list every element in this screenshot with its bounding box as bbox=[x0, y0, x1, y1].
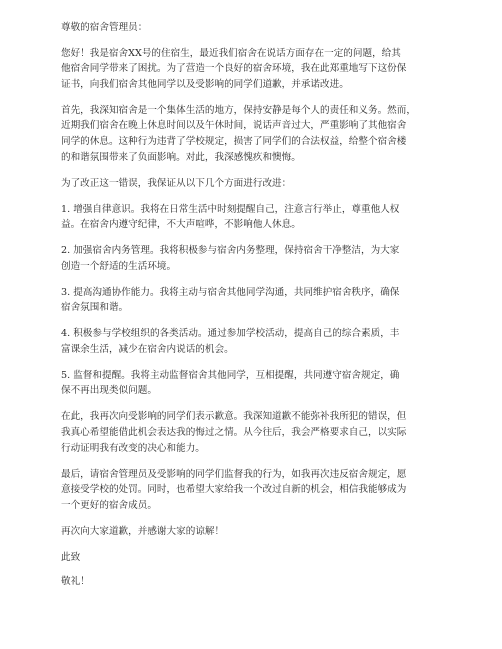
text-line: 首先，我深知宿舍是一个集体生活的地方，保持安静是每个人的责任和义务。然而， bbox=[61, 104, 416, 116]
closing-regards bbox=[61, 550, 441, 566]
text-line: 3. 提高沟通协作能力。我将主动与宿舍其他同学沟通，共同维护宿舍秩序，确保 bbox=[61, 286, 400, 298]
closing-salute bbox=[61, 574, 441, 590]
paragraph-apology bbox=[61, 409, 441, 456]
text-line: 近期我们宿舍在晚上休息时间以及午休时间，说话声音过大，严重影响了其他宿舍 bbox=[61, 120, 407, 132]
text-line: 一个更好的宿舍成员。 bbox=[61, 499, 157, 511]
text-line: 5. 监督和提醒。我将主动监督宿舍其他同学，互相提醒，共同遵守宿舍规定，确 bbox=[61, 369, 400, 381]
text-line: 同学的休息。这种行为违背了学校规定，损害了同学们的合法权益，给整个宿舍楼 bbox=[61, 135, 407, 147]
letter-page bbox=[61, 20, 441, 599]
closing-line: 敬礼！ bbox=[61, 576, 90, 588]
text-line: 益。在宿舍内遵守纪律，不大声喧哗，不影响他人休息。 bbox=[61, 219, 301, 231]
text-line: 在此，我再次向受影响的同学们表示歉意。我深知道歉不能弥补我所犯的错误，但 bbox=[61, 411, 407, 423]
text-line: 宿舍氛围和谐。 bbox=[61, 302, 129, 314]
text-line: 您好！我是宿舍XX号的住宿生，最近我们宿舍在说话方面存在一定的问题，给其 bbox=[61, 47, 401, 59]
text-line: 他宿舍同学带来了困扰。为了营造一个良好的宿舍环境，我在此郑重地写下这份保 bbox=[61, 63, 407, 75]
paragraph-thanks bbox=[61, 524, 441, 540]
text-line: 的和谐氛围带来了负面影响。对此，我深感愧疚和懊悔。 bbox=[61, 151, 301, 163]
text-line: 行动证明我有改变的决心和能力。 bbox=[61, 442, 205, 454]
paragraph-intro-list bbox=[61, 176, 441, 192]
text-line: 2. 加强宿舍内务管理。我将积极参与宿舍内务整理，保持宿舍干净整洁，为大家 bbox=[61, 245, 400, 257]
text-line: 富课余生活，减少在宿舍内说话的机会。 bbox=[61, 343, 234, 355]
salutation bbox=[61, 20, 441, 36]
salutation-line: 尊敬的宿舍管理员： bbox=[61, 22, 148, 33]
closing-line: 此致 bbox=[61, 551, 81, 563]
text-line: 为了改正这一错误，我保证从以下几个方面进行改进： bbox=[61, 177, 292, 189]
list-item-1 bbox=[61, 202, 441, 233]
text-line: 创造一个舒适的生活环境。 bbox=[61, 260, 177, 272]
text-line: 再次向大家道歉，并感谢大家的谅解！ bbox=[61, 525, 225, 537]
text-line: 意接受学校的处罚。同时，也希望大家给我一个改过自新的机会，相信我能够成为 bbox=[61, 484, 407, 496]
text-line: 4. 积极参与学校组织的各类活动。通过参加学校活动，提高自己的综合素质，丰 bbox=[61, 328, 400, 340]
list-item-2 bbox=[61, 243, 441, 274]
paragraph-final bbox=[61, 467, 441, 514]
text-line: 证书，向我们宿舍其他同学以及受影响的同学们道歉，并承诺改进。 bbox=[61, 78, 349, 90]
list-item-4 bbox=[61, 326, 441, 357]
text-line: 我真心希望能借此机会表达我的悔过之情。从今往后，我会严格要求自己，以实际 bbox=[61, 427, 407, 438]
text-line: 保不再出现类似问题。 bbox=[61, 385, 157, 397]
paragraph-reflection bbox=[61, 103, 441, 165]
text-line: 1. 增强自律意识。我将在日常生活中时刻提醒自己，注意言行举止，尊重他人权 bbox=[61, 203, 400, 215]
text-line: 最后，请宿舍管理员及受影响的同学们监督我的行为，如我再次违反宿舍规定，愿 bbox=[61, 468, 407, 480]
paragraph-greeting bbox=[61, 46, 441, 93]
list-item-5 bbox=[61, 368, 441, 399]
list-item-3 bbox=[61, 285, 441, 316]
